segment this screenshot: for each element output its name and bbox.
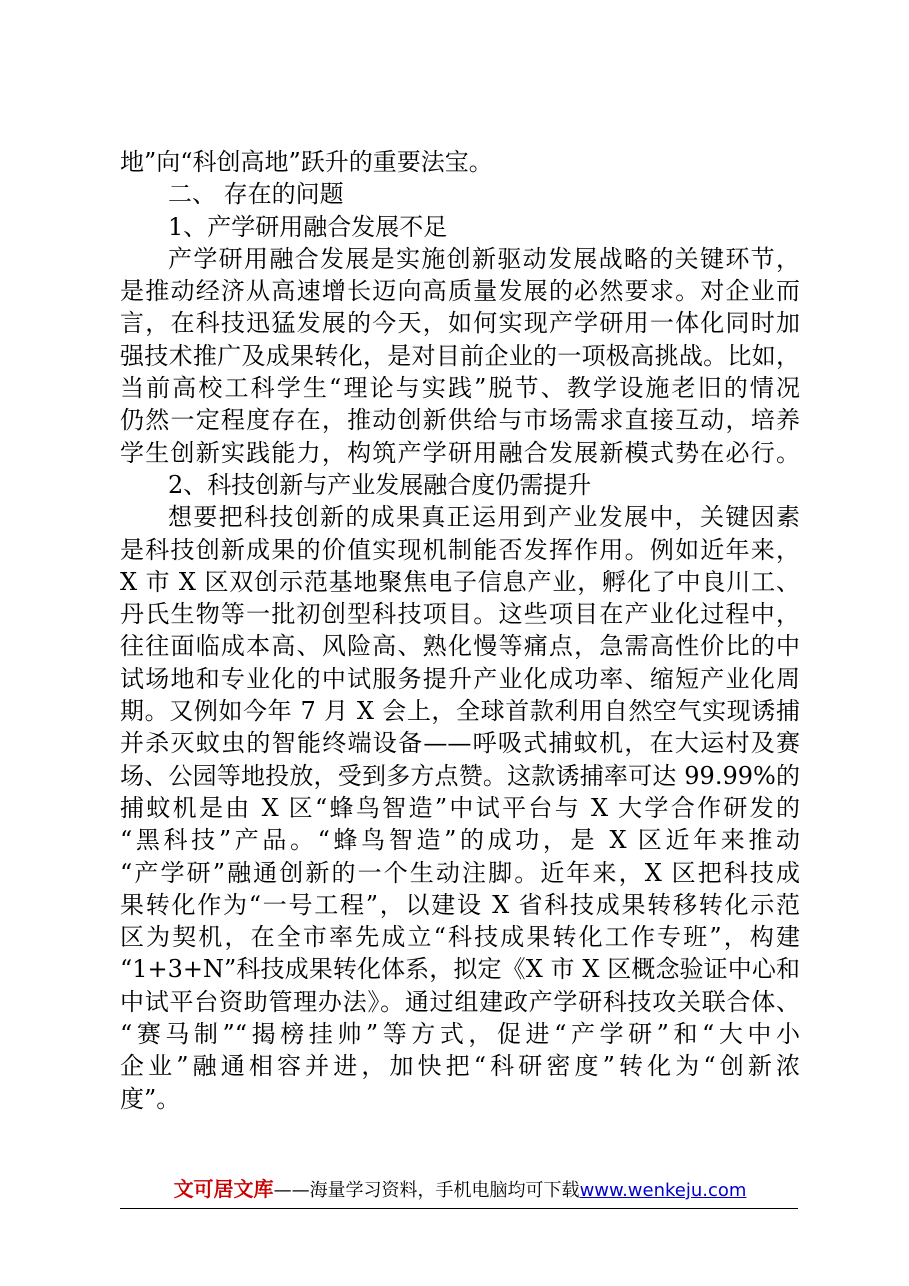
text-line: 1、产学研用融合发展不足 [168,212,448,241]
text-line: 学生创新实践能力，构筑产学研用融合发展新模式势在必行。 [120,438,800,467]
text-line: “产学研”融通创新的一个生动注脚。近年来，X 区把科技成 [120,858,800,887]
section-heading: 二、 存在的问题 [168,180,344,209]
text-line: 2、科技创新与产业发展融合度仍需提升 [168,470,592,499]
text-line: 想要把科技创新的成果真正运用到产业发展中，关键因素 [168,503,800,532]
text-line: 是推动经济从高速增长迈向高质量发展的必然要求。对企业而 [120,277,800,306]
text-line: 是科技创新成果的价值实现机制能否发挥作用。例如近年来， [120,535,800,564]
text-line: 场、公园等地投放，受到多方点赞。这款诱捕率可达 99.99%的 [120,761,800,790]
footer-divider [120,1208,798,1209]
text-line: 企业”融通相容并进，加快把“科研密度”转化为“创新浓 [120,1052,800,1081]
text-line: 地”向“科创高地”跃升的重要法宝。 [120,148,493,176]
text-line: 丹氏生物等一批初创型科技项目。这些项目在产业化过程中， [120,600,800,629]
text-line: 并杀灭蚊虫的智能终端设备——呼吸式捕蚊机，在大运村及赛 [120,729,800,758]
text-line: 果转化作为“一号工程”，以建设 X 省科技成果转移转化示范 [120,890,800,919]
footer-brand: 文可居文库 [173,1177,274,1201]
text-line: 试场地和专业化的中试服务提升产业化成功率、缩短产业化周 [120,664,800,693]
text-line: 言，在科技迅猛发展的今天，如何实现产学研用一体化同时加 [120,309,800,338]
text-line: 仍然一定程度存在，推动创新供给与市场需求直接互动，培养 [120,406,800,435]
text-line: 度”。 [120,1084,181,1113]
document-body [120,146,800,1115]
text-line: 强技术推广及成果转化，是对目前企业的一项极高挑战。比如， [120,341,800,370]
text-line: 产学研用融合发展是实施创新驱动发展战略的关键环节， [168,244,800,273]
text-line: “赛马制”“揭榜挂帅”等方式，促进“产学研”和“大中小 [120,1020,800,1049]
text-line: “黑科技”产品。“蜂鸟智造”的成功，是 X 区近年来推动 [120,826,800,855]
text-line: 中试平台资助管理办法》。通过组建政产学研科技攻关联合体、 [120,987,800,1016]
text-line: X 市 X 区双创示范基地聚焦电子信息产业，孵化了中良川工、 [120,567,800,596]
footer-slogan: ——海量学习资料，手机电脑均可下载 [273,1180,580,1201]
text-line: 捕蚊机是由 X 区“蜂鸟智造”中试平台与 X 大学合作研发的 [120,793,800,822]
text-line: 往往面临成本高、风险高、熟化慢等痛点，急需高性价比的中 [120,632,800,661]
text-line: 期。又例如今年 7 月 X 会上，全球首款利用自然空气实现诱捕 [120,697,800,726]
text-line: 当前高校工科学生“理论与实践”脱节、教学设施老旧的情况 [120,374,800,403]
text-line: “1+3+N”科技成果转化体系，拟定《X 市 X 区概念验证中心和 [120,955,800,984]
page-footer [120,1176,800,1204]
text-line: 区为契机，在全市率先成立“科技成果转化工作专班”，构建 [120,923,800,952]
footer-site-link[interactable]: www.wenkeju.com [579,1180,747,1201]
